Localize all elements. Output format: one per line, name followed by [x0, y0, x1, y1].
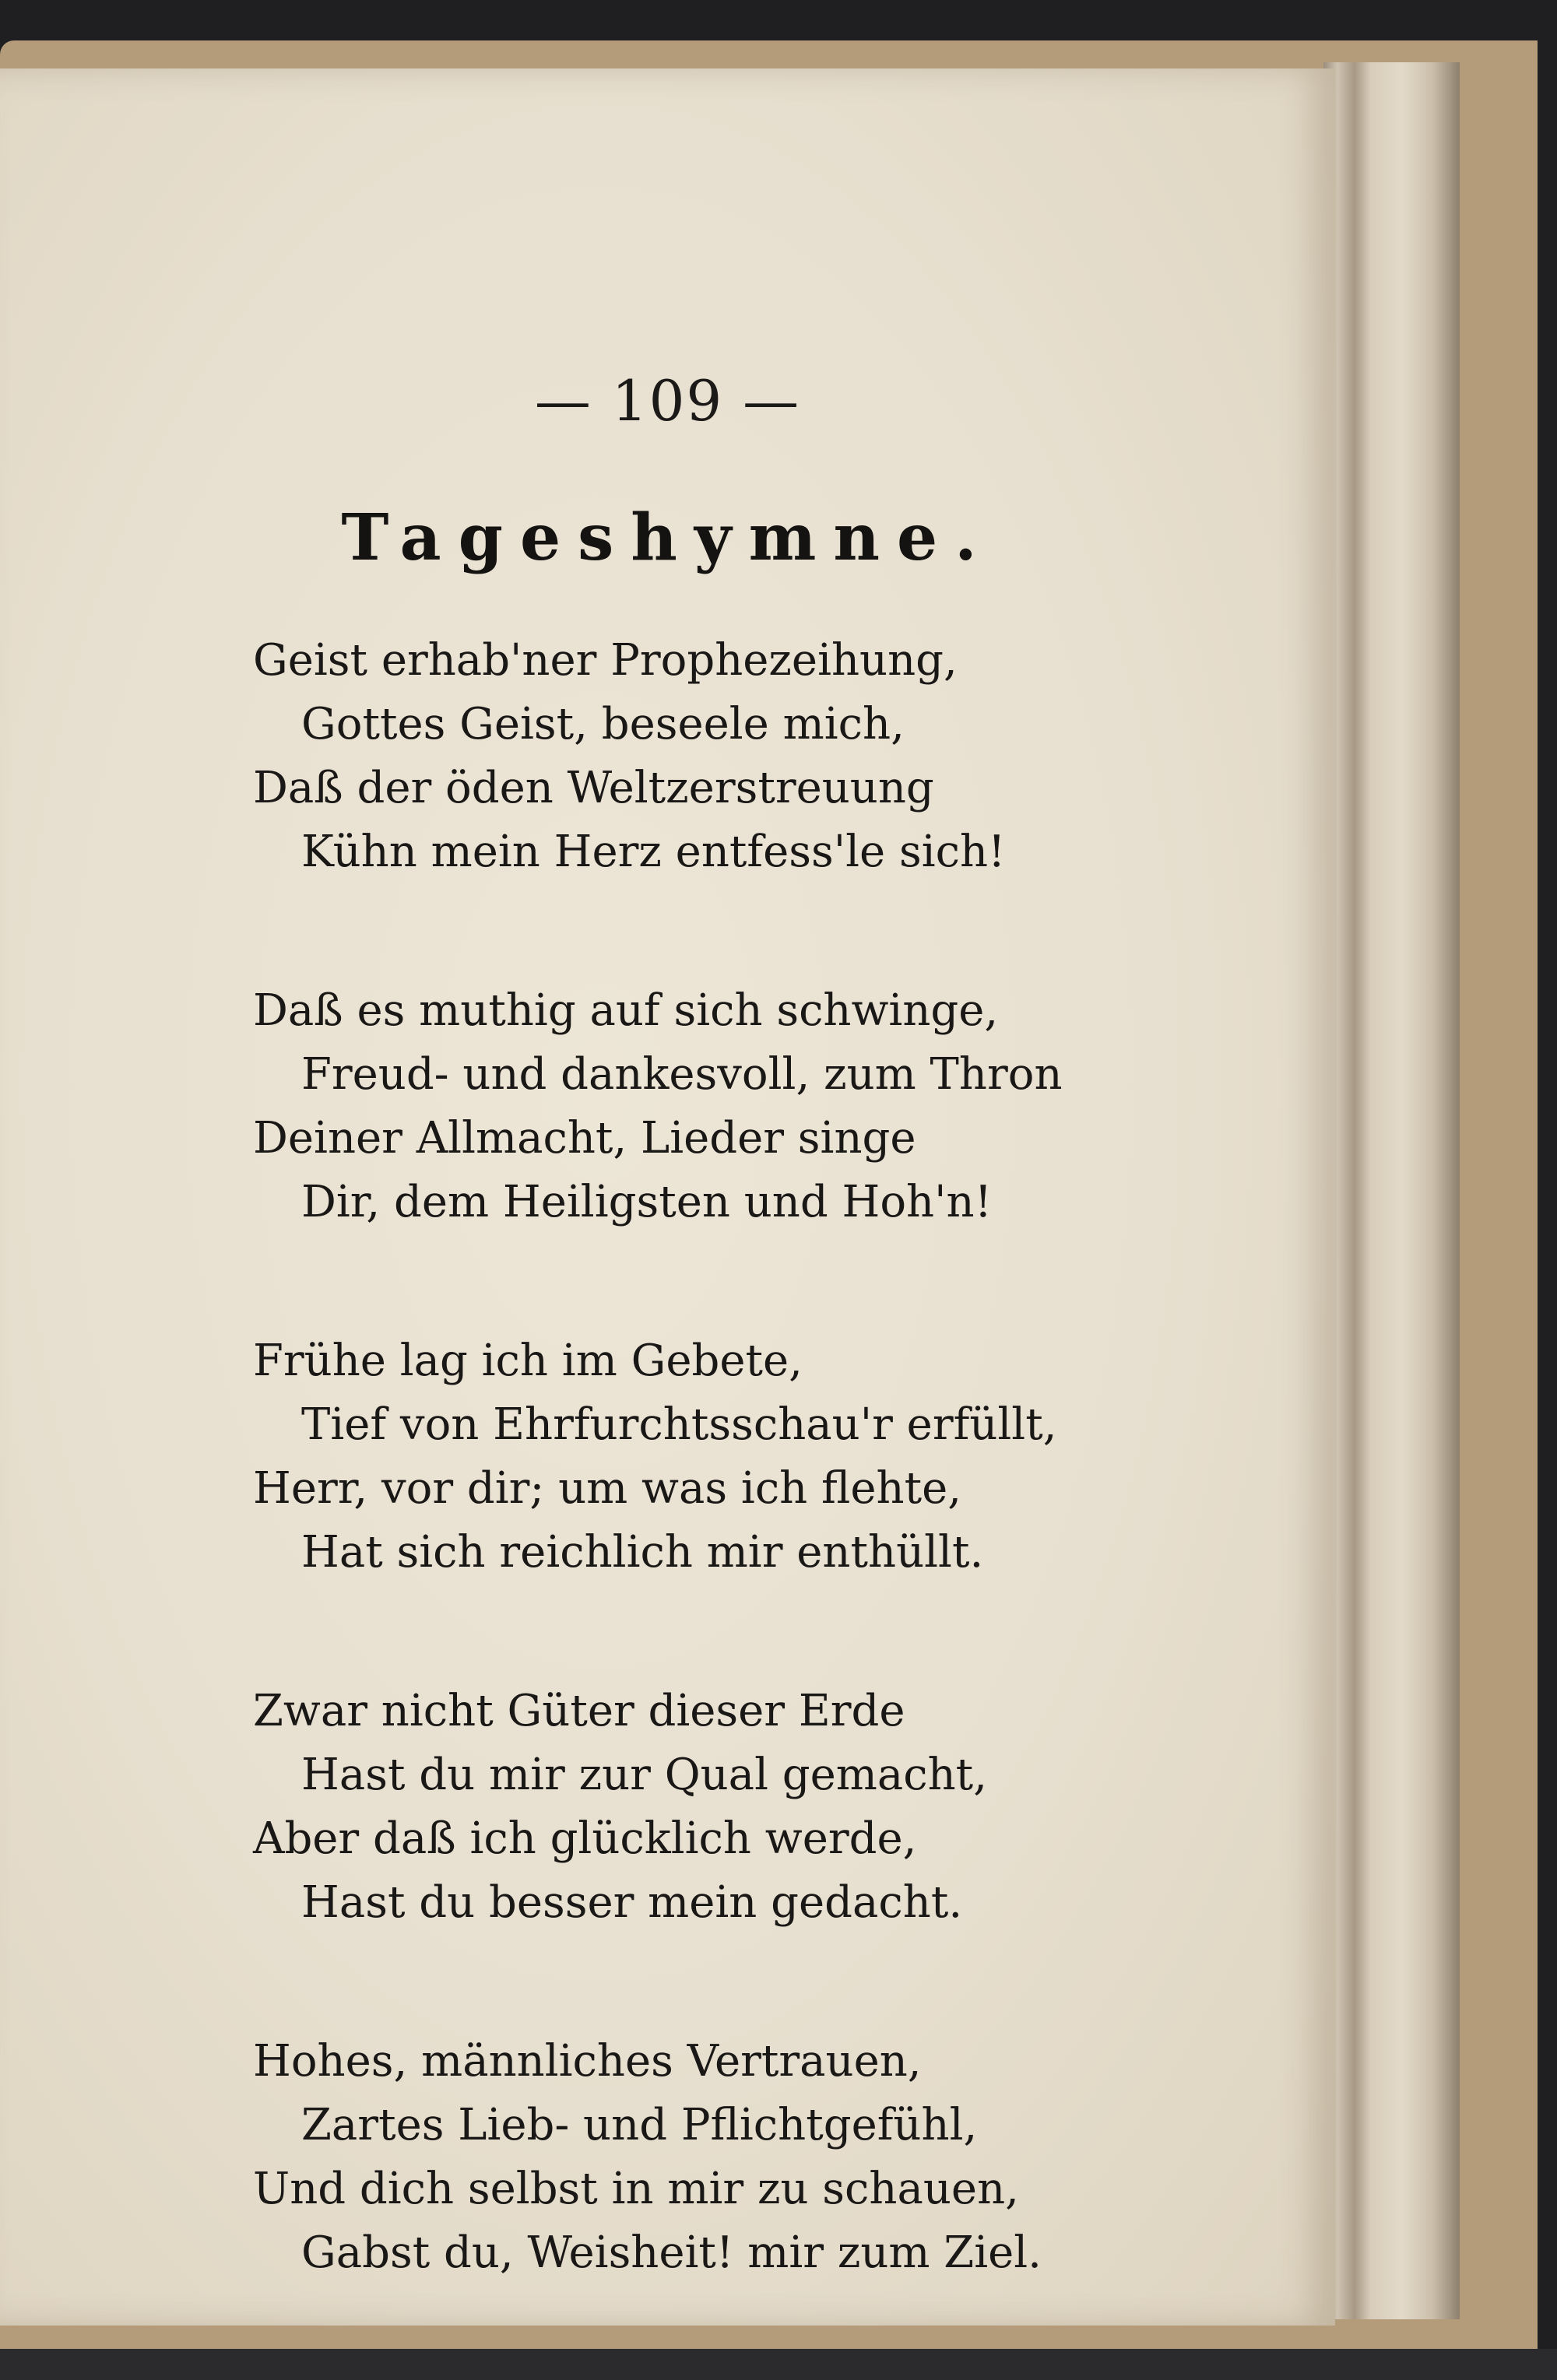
poem-line: Hohes, männliches Vertrauen,: [253, 2036, 922, 2087]
stanza: [253, 1329, 1327, 1585]
poem-line: Hast du mir zur Qual gemacht,: [301, 1750, 987, 1800]
poem-line: Gabst du, Weisheit! mir zum Ziel.: [301, 2227, 1042, 2278]
poem-line: Geist erhab'ner Prophezeihung,: [253, 635, 958, 686]
poem-line: Hat sich reichlich mir enthüllt.: [301, 1527, 984, 1578]
poem-line: Kühn mein Herz entfess'le sich!: [301, 827, 1006, 877]
poem-line: Daß der öden Weltzerstreuung: [253, 763, 934, 813]
poem-title: Tageshymne.: [341, 500, 994, 575]
poem-line: Aber daß ich glücklich werde,: [253, 1813, 917, 1864]
stanza: [253, 1680, 1327, 1935]
poem-line: Freud- und dankesvoll, zum Thron: [301, 1049, 1063, 1100]
poem-line: Frühe lag ich im Gebete,: [253, 1336, 803, 1386]
poem-line: Zwar nicht Güter dieser Erde: [253, 1686, 905, 1736]
book-page: [0, 68, 1335, 2326]
poem-line: Und dich selbst in mir zu schauen,: [253, 2164, 1019, 2214]
stanza: [253, 979, 1327, 1234]
poem-line: Zartes Lieb- und Pflichtgefühl,: [301, 2100, 978, 2150]
page-edges: [1323, 62, 1460, 2319]
poem-line: Daß es muthig auf sich schwinge,: [253, 985, 999, 1036]
poem-line: Deiner Allmacht, Lieder singe: [253, 1113, 916, 1164]
poem-line: Gottes Geist, beseele mich,: [301, 699, 905, 749]
poem-line: Hast du besser mein gedacht.: [301, 1877, 963, 1928]
poem-line: Dir, dem Heiligsten und Hoh'n!: [301, 1177, 993, 1227]
stanza: [253, 629, 1327, 884]
poem-body: [253, 629, 1327, 2380]
poem-line: Herr, vor dir; um was ich flehte,: [253, 1463, 962, 1514]
page-number: — 109 —: [534, 368, 801, 434]
stanza: [253, 2030, 1327, 2285]
poem-line: Tief von Ehrfurchtsschau'r erfüllt,: [301, 1399, 1057, 1450]
